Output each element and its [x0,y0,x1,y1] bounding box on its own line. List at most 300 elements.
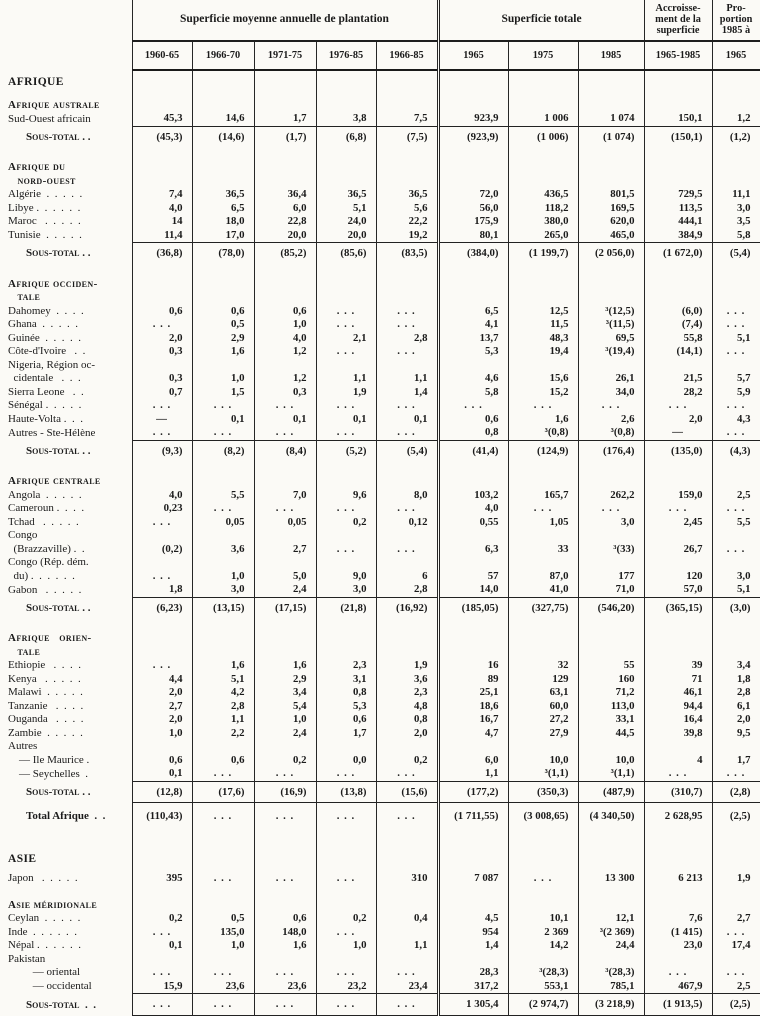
value-cell: 2,9 [254,673,316,687]
value-cell [192,70,254,90]
value-cell: 15,6 [508,359,578,386]
value-cell: 0,05 [254,516,316,530]
value-cell: 13 300 [578,872,644,886]
value-cell: 0,8 [438,426,508,440]
value-cell: (13,8) [316,781,376,803]
row-label [0,90,132,97]
spacer-row [0,264,760,276]
value-cell: 7,4 [132,188,192,202]
row-label [0,886,132,897]
value-cell: 16,7 [438,713,508,727]
value-cell [438,618,508,630]
value-cell: (83,5) [376,243,438,264]
value-cell: (2 056,0) [578,243,644,264]
value-cell: (365,15) [644,597,712,618]
value-cell: 5,1 [192,673,254,687]
value-cell: (17,6) [192,781,254,803]
value-cell: 1 074 [578,112,644,126]
value-cell [712,897,760,913]
spacer-row [0,461,760,473]
group-header-plantation: Superficie moyenne annuelle de plantation [132,0,438,41]
value-cell: 785,1 [578,980,644,994]
value-cell [578,953,644,967]
value-cell [508,159,578,188]
value-cell: 41,0 [508,583,578,597]
value-cell: 18,6 [438,700,508,714]
value-cell: 4,0 [254,332,316,346]
value-cell [316,147,376,159]
value-cell [578,897,644,913]
value-cell: 6,5 [192,202,254,216]
row-label: Congo (Rép. dém. du) . . . . . . [8,556,89,582]
value-cell: 15,2 [508,386,578,400]
row-label [0,461,132,473]
row-label: Asie méridionale [8,898,98,911]
value-cell: (3,0) [712,597,760,618]
spacer-row [0,827,760,847]
row-label: Dahomey . . . . [8,304,84,317]
value-cell [438,847,508,867]
value-cell [644,70,712,90]
value-cell: . . . [376,803,438,827]
value-cell: . . . [132,556,192,583]
value-cell: 2,0 [132,686,192,700]
value-cell: 32 [508,659,578,673]
data-row [0,112,760,126]
value-cell [644,147,712,159]
value-cell: 18,0 [192,215,254,229]
value-cell [438,97,508,113]
value-cell: . . . [712,305,760,319]
value-cell: 7,0 [254,489,316,503]
value-cell: 5,8 [438,386,508,400]
subtotal-row [0,243,760,264]
value-cell: (546,20) [578,597,644,618]
value-cell [316,740,376,754]
row-label: Nigeria, Région oc- cidentale . . . [8,358,96,385]
value-cell [132,473,192,489]
value-cell: . . . [132,994,192,1016]
value-cell: 0,1 [376,413,438,427]
value-cell: 4,8 [376,700,438,714]
value-cell: 1,6 [254,659,316,673]
value-cell: 9,5 [712,727,760,741]
row-label: Zambie . . . . . [8,726,83,739]
value-cell: 0,55 [438,516,508,530]
value-cell: . . . [316,529,376,556]
value-cell: 72,0 [438,188,508,202]
value-cell [316,897,376,913]
data-row [0,754,760,768]
value-cell [438,264,508,276]
value-cell: 1,0 [132,727,192,741]
row-label: — occidental [8,980,92,993]
value-cell [376,847,438,867]
data-row [0,399,760,413]
value-cell: 465,0 [578,229,644,243]
row-label: Sud-Ouest africain [8,112,91,125]
row-label: Kenya . . . . . [8,672,81,685]
value-cell: 6 [376,556,438,583]
value-cell: 3,5 [712,215,760,229]
value-cell [132,886,192,897]
value-cell [376,473,438,489]
row-label [0,618,132,630]
value-cell: 0,2 [376,754,438,768]
value-cell: 23,6 [192,980,254,994]
row-label: Tchad . . . . . [8,515,79,528]
value-cell: (36,8) [132,243,192,264]
row-label: Guinée . . . . . [8,331,82,344]
value-cell: 69,5 [578,332,644,346]
value-cell: 24,4 [578,939,644,953]
subtotal-row [0,597,760,618]
value-cell [578,847,644,867]
value-cell: 33 [508,529,578,556]
value-cell: 0,1 [254,413,316,427]
value-cell: . . . [132,399,192,413]
value-cell: 11,5 [508,318,578,332]
value-cell: 444,1 [644,215,712,229]
value-cell [712,461,760,473]
data-row [0,502,760,516]
value-cell [508,827,578,847]
value-cell: . . . [254,803,316,827]
value-cell: 129 [508,673,578,687]
value-cell: 3,6 [192,529,254,556]
value-cell: ³(28,3) [508,966,578,980]
value-cell: 1,7 [254,112,316,126]
year-header: 1965-1985 [644,41,712,70]
data-row [0,583,760,597]
data-row [0,556,760,583]
value-cell: . . . [508,872,578,886]
value-cell [644,473,712,489]
value-cell: (14,1) [644,345,712,359]
value-cell: (7,4) [644,318,712,332]
row-label: Inde . . . . . . [8,925,78,938]
value-cell [508,897,578,913]
value-cell: 6 213 [644,872,712,886]
row-label: Pakistan [8,952,46,965]
group-header-proportion: Pro- portion 1985 à [712,0,760,41]
value-cell: (8,4) [254,440,316,461]
value-cell: 1,8 [132,583,192,597]
row-label: Ghana . . . . . [8,318,78,331]
value-cell [316,953,376,967]
value-cell: ³(28,3) [578,966,644,980]
value-cell: 4,5 [438,912,508,926]
data-row [0,740,760,754]
value-cell [192,159,254,188]
value-cell: (1 913,5) [644,994,712,1016]
value-cell: . . . [192,426,254,440]
value-cell: 4,0 [438,502,508,516]
data-row [0,359,760,386]
data-row [0,767,760,781]
value-cell: 8,0 [376,489,438,503]
data-row [0,673,760,687]
value-cell: (185,05) [438,597,508,618]
value-cell: . . . [132,426,192,440]
value-cell: (1,7) [254,126,316,147]
value-cell [508,461,578,473]
row-label [0,264,132,276]
value-cell [438,473,508,489]
value-cell: 3,6 [376,673,438,687]
row-label: Sous-total . . [26,444,91,457]
value-cell: 27,9 [508,727,578,741]
value-cell: 2,2 [192,727,254,741]
value-cell: 19,4 [508,345,578,359]
value-cell: 63,1 [508,686,578,700]
value-cell: 1,9 [316,386,376,400]
value-cell: (12,8) [132,781,192,803]
value-cell: ³(33) [578,529,644,556]
value-cell: 0,3 [132,345,192,359]
value-cell [192,886,254,897]
value-cell: 17,0 [192,229,254,243]
value-cell [712,630,760,659]
year-header: 1976-85 [316,41,376,70]
value-cell [192,630,254,659]
value-cell: 729,5 [644,188,712,202]
value-cell: 467,9 [644,980,712,994]
data-row [0,345,760,359]
value-cell: 0,05 [192,516,254,530]
row-label: Cameroun . . . . [8,502,85,515]
value-cell: 5,9 [712,386,760,400]
value-cell [712,740,760,754]
value-cell: . . . [316,767,376,781]
value-cell: ³(2 369) [578,926,644,940]
value-cell: 11,1 [712,188,760,202]
spacer-row [0,90,760,97]
value-cell: 22,2 [376,215,438,229]
value-cell [712,847,760,867]
value-cell: 118,2 [508,202,578,216]
value-cell [254,740,316,754]
value-cell: 0,7 [132,386,192,400]
value-cell: 3,0 [712,556,760,583]
value-cell: 5,6 [376,202,438,216]
value-cell: 2,8 [376,583,438,597]
value-cell: . . . [192,803,254,827]
value-cell: . . . [712,767,760,781]
value-cell: 1,4 [376,386,438,400]
value-cell: (4,3) [712,440,760,461]
row-label: AFRIQUE [8,76,64,89]
row-label: Afrique orien- tale [8,632,92,658]
value-cell [508,97,578,113]
data-row [0,215,760,229]
value-cell: 3,0 [192,583,254,597]
value-cell: 3,4 [712,659,760,673]
row-label [0,827,132,847]
value-cell: 1,2 [254,359,316,386]
value-cell: 22,8 [254,215,316,229]
value-cell: 1,9 [376,659,438,673]
value-cell: 1,6 [192,659,254,673]
value-cell [644,897,712,913]
header-corner-cell [0,41,132,70]
subsection-row [0,897,760,913]
value-cell [438,740,508,754]
value-cell: 10,1 [508,912,578,926]
value-cell: . . . [438,399,508,413]
value-cell: . . . [316,994,376,1016]
value-cell [508,618,578,630]
data-row [0,926,760,940]
value-cell [132,97,192,113]
value-cell: 28,2 [644,386,712,400]
value-cell [192,264,254,276]
value-cell: . . . [192,994,254,1016]
value-cell [376,70,438,90]
value-cell: . . . [712,502,760,516]
value-cell [508,473,578,489]
value-cell [376,264,438,276]
value-cell: (177,2) [438,781,508,803]
subtotal-row [0,994,760,1016]
value-cell: 33,1 [578,713,644,727]
value-cell: . . . [132,516,192,530]
value-cell [508,147,578,159]
value-cell: 113,0 [578,700,644,714]
table-body [0,70,760,1015]
value-cell: 0,0 [316,754,376,768]
value-cell: (150,1) [644,126,712,147]
total-row [0,803,760,827]
value-cell [132,897,192,913]
row-label: Sous-total . . [26,998,96,1011]
value-cell [254,618,316,630]
row-label: Angola . . . . . [8,488,82,501]
data-row [0,727,760,741]
value-cell: 1,6 [254,939,316,953]
value-cell: 175,9 [438,215,508,229]
value-cell: . . . [316,926,376,940]
value-cell: ³(1,1) [508,767,578,781]
value-cell: 16,4 [644,713,712,727]
value-cell: 2,45 [644,516,712,530]
year-header: 1971-75 [254,41,316,70]
row-label: Afrique australe [8,98,100,111]
subtotal-row [0,440,760,461]
value-cell: 21,5 [644,359,712,386]
value-cell: (1 074) [578,126,644,147]
value-cell: 55 [578,659,644,673]
value-cell [254,461,316,473]
value-cell: . . . [376,399,438,413]
value-cell [578,276,644,305]
value-cell: (176,4) [578,440,644,461]
value-cell [712,827,760,847]
data-row [0,713,760,727]
value-cell: . . . [508,502,578,516]
value-cell: 1,6 [508,413,578,427]
value-cell: 11,4 [132,229,192,243]
value-cell: 0,2 [316,516,376,530]
value-cell: 395 [132,872,192,886]
value-cell [376,630,438,659]
value-cell: 0,6 [316,713,376,727]
value-cell: 0,2 [132,912,192,926]
value-cell: (1 199,7) [508,243,578,264]
value-cell: 2,1 [316,332,376,346]
value-cell [644,953,712,967]
value-cell: 2,7 [254,529,316,556]
value-cell: 135,0 [192,926,254,940]
value-cell: (8,2) [192,440,254,461]
value-cell: (350,3) [508,781,578,803]
value-cell [508,847,578,867]
value-cell: 14,0 [438,583,508,597]
value-cell: (17,15) [254,597,316,618]
value-cell: 24,0 [316,215,376,229]
row-label: Maroc . . . . . [8,215,81,228]
value-cell: (6,8) [316,126,376,147]
value-cell [712,147,760,159]
value-cell: . . . [254,426,316,440]
value-cell: 5,5 [712,516,760,530]
value-cell: 2,7 [712,912,760,926]
value-cell: 2,3 [316,659,376,673]
value-cell: 553,1 [508,980,578,994]
value-cell [644,461,712,473]
value-cell: 2,0 [132,332,192,346]
value-cell [316,473,376,489]
value-cell: 89 [438,673,508,687]
value-cell: 380,0 [508,215,578,229]
value-cell: 1,1 [438,767,508,781]
data-row [0,872,760,886]
value-cell [712,886,760,897]
value-cell: 1,0 [254,713,316,727]
value-cell: 2,0 [644,413,712,427]
value-cell: . . . [254,399,316,413]
value-cell: 1 006 [508,112,578,126]
value-cell [438,886,508,897]
value-cell: 46,1 [644,686,712,700]
value-cell: 2,0 [132,713,192,727]
group-header-accroissement: Accroisse- ment de la superficie [644,0,712,41]
value-cell: (1,2) [712,126,760,147]
value-cell: . . . [644,399,712,413]
header-years-row [0,41,760,70]
value-cell [316,70,376,90]
value-cell: 5,1 [712,583,760,597]
value-cell: 4,3 [712,413,760,427]
value-cell: (21,8) [316,597,376,618]
value-cell: . . . [316,966,376,980]
header-group-row [0,0,760,41]
value-cell: 169,5 [578,202,644,216]
value-cell: 23,6 [254,980,316,994]
subsection-row [0,276,760,305]
value-cell: 160 [578,673,644,687]
value-cell: 1,5 [192,386,254,400]
value-cell: 23,2 [316,980,376,994]
value-cell: 2 369 [508,926,578,940]
value-cell [508,70,578,90]
row-label: Ceylan . . . . . [8,912,81,925]
value-cell [712,953,760,967]
year-header: 1965 [712,41,760,70]
value-cell: . . . [376,426,438,440]
value-cell: 12,1 [578,912,644,926]
value-cell: 5,3 [438,345,508,359]
